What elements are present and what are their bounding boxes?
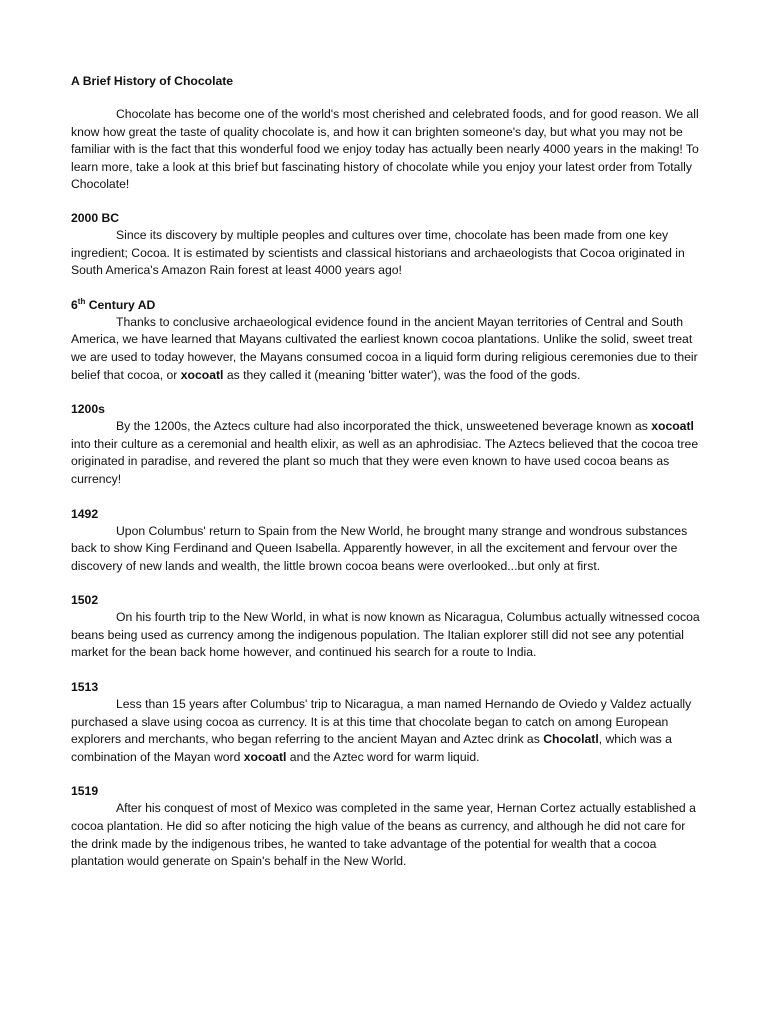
section-paragraph (71, 696, 702, 766)
heading-rest: Century AD (85, 297, 156, 312)
section-paragraph: Since its discovery by multiple peoples and cultures over time, chocolate has been made from one key ingredient; Cocoa. It is estimated by scientists and classical historians and archaeologists that Cocoa originated in South America's Amazon Rain forest at least 4000 years ago! (71, 227, 685, 278)
section-1519 (71, 783, 702, 870)
section-paragraph: On his fourth trip to the New World, in what is now known as Nicaragua, Columbus actually witnessed cocoa beans being used as currency among the indigenous population. The Italian explorer still did not see any potential market for the bean back home however, and continued his search for a route to India. (71, 610, 700, 660)
section-2000-bc (71, 210, 702, 280)
section-heading: 1513 (71, 680, 99, 695)
section-heading: 1200s (71, 402, 105, 417)
bold-term: xocoatl (180, 367, 224, 382)
text-run: and the Aztec word for warm liquid. (286, 749, 480, 764)
bold-term: xocoatl (243, 749, 287, 764)
bold-term: xocoatl (651, 419, 694, 434)
intro-paragraph: Chocolate has become one of the world's most cherished and celebrated foods, and for good reason. We all know how great the taste of quality chocolate is, and how it can brighten someone's day, but what you may not be familiar with is the fact that this wonderful food we enjoy today has actually been nearly 4000 years in the making! To learn more, take a look at this brief but fascinating history of chocolate while you enjoy your latest order from Totally Chocolate! (71, 107, 699, 192)
section-paragraph: After his conquest of most of Mexico was completed in the same year, Hernan Cortez actually established a cocoa plantation. He did so after noticing the high value of the beans as currency, and although he did not care for the drink made by the indigenous tribes, he wanted to take advantage of the potential for wealth that a cocoa plantation would generate on Spain's behalf in the New World. (71, 801, 696, 869)
bold-term: Chocolatl (543, 732, 599, 747)
section-paragraph (71, 314, 702, 384)
text-run: By the 1200s, the Aztecs culture had also incorporated the thick, unsweetened beverage known as (116, 419, 652, 434)
section-1513 (71, 679, 702, 766)
section-6th-century (71, 297, 702, 384)
text-run: as they called it (meaning 'bitter water'), was the food of the gods. (223, 367, 581, 382)
section-heading: 1492 (71, 506, 99, 521)
document-title: A Brief History of Chocolate (71, 74, 234, 88)
text-run: into their culture as a ceremonial and health elixir, as well as an aphrodisiac. The Aztecs believed that the cocoa tree originated in paradise, and revered the plant so much that they were even known to have used cocoa beans as currency! (71, 436, 699, 486)
section-heading: 1519 (71, 784, 99, 799)
heading-number: 6 (71, 297, 78, 312)
section-heading: 1502 (71, 593, 99, 608)
section-1502 (71, 592, 702, 662)
text-run: Less than 15 years after Columbus' trip to Nicaragua, a man named Hernando de Oviedo y Valdez actually purchased a slave using cocoa as currency. It is at this time that chocolate began to catch on among European explorers and merchants, who began referring to the ancient Mayan and Aztec drink as (71, 697, 692, 747)
section-paragraph (71, 418, 702, 488)
section-heading: 2000 BC (71, 210, 120, 225)
text-run: Thanks to conclusive archaeological evidence found in the ancient Mayan territories of Central and South America, we have learned that Mayans cultivated the earliest known cocoa plantations. Unlike the solid, sweet treat we are used to today however, the Mayans consumed cocoa in a liquid form during religious ceremonies due to their belief that cocoa, or (71, 314, 698, 382)
section-paragraph: Upon Columbus' return to Spain from the New World, he brought many strange and wondrous substances back to show King Ferdinand and Queen Isabella. Apparently however, in all the excitement and fervour over the discovery of new lands and wealth, the little brown cocoa beans were overlooked...but only at first. (71, 523, 688, 573)
text-run: , which was a combination of the Mayan word (71, 732, 672, 764)
section-1492 (71, 506, 702, 576)
section-1200s (71, 401, 702, 488)
heading-superscript: th (77, 296, 86, 306)
section-heading (71, 297, 702, 314)
